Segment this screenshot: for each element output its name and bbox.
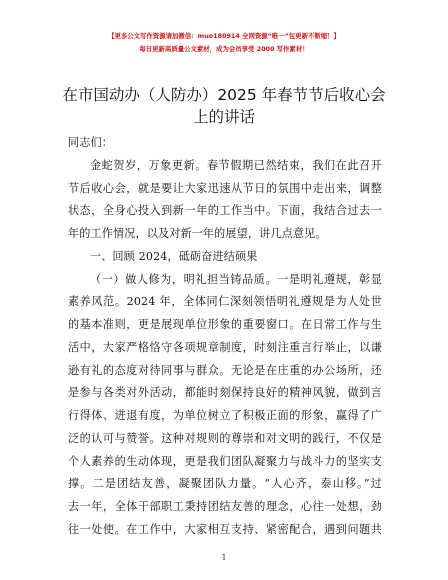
paragraph-line: 节后收心会，就是要让大家迅速从节日的氛围中走出来，调整 (68, 181, 382, 195)
paragraph-line: 金蛇贺岁，万象更新。春节假期已然结束，我们在此召开 (90, 158, 382, 172)
paragraph-line: 素养风范。2024 年，全体同仁深刻领悟明礼遵规是为人处世 (68, 295, 382, 309)
paragraph-line: 行得体、进退有度，为单位树立了积极正面的形象，赢得了广 (68, 409, 382, 422)
paragraph-line: 逊有礼的态度对待同事与群众。无论是在庄重的办公场所，还 (68, 363, 382, 377)
salutation: 同志们： (68, 136, 113, 149)
paragraph-line: 是参与各类对外活动，都能时刻保持良好的精神风貌，做到言 (68, 386, 382, 400)
paragraph-line: 个人素养的生动体现，更是我们团队凝聚力与战斗力的坚实支 (68, 454, 382, 468)
document-title-line-2: 上的讲话 (192, 108, 255, 126)
paragraph-line: 泛的认可与赞誉。这种对规则的尊崇和对文明的践行，不仅是 (68, 431, 382, 445)
paragraph-line: （一）做人修为，明礼担当铸品质。一是明礼遵规，彰显 (90, 272, 382, 286)
paragraph-line: 年的工作情况，以及对新一年的展望，讲几点意见。 (68, 227, 327, 240)
paragraph-line: 的基本准则，更是展现单位形象的重要窗口。在日常工作与生 (68, 318, 382, 331)
paragraph-line: 去一年，全体干部职工秉持团结友善的理念，心往一处想，劲 (68, 500, 382, 513)
paragraph-line: 活中，大家严格恪守各项规章制度，时刻注重言行举止，以谦 (68, 340, 382, 354)
promo-banner-line-1: 【更多公文写作资源请加微信：muo180914 全网资源“唯一”包更新不断缩！】 (108, 32, 340, 40)
document-title-line-1: 在市国动办（人防办）2025 年春节节后收心会 (62, 86, 386, 104)
promo-banner-line-2: 每日更新高质量公文素材，成为会员享受 2000 写作素材！ (139, 45, 309, 53)
paragraph-line: 状态，全身心投入到新一年的工作当中。下面，我结合过去一 (68, 204, 382, 218)
section-heading: 一、回顾 2024，砥砺奋进结硕果 (90, 249, 258, 263)
page-number: 1 (221, 553, 227, 562)
paragraph-line: 撑。二是团结友善，凝聚团队力量。“人心齐，泰山移。”过 (68, 477, 382, 491)
paragraph-line: 往一处使。在工作中，大家相互支持、紧密配合，遇到问题共 (68, 522, 382, 536)
speech-body (68, 132, 382, 542)
